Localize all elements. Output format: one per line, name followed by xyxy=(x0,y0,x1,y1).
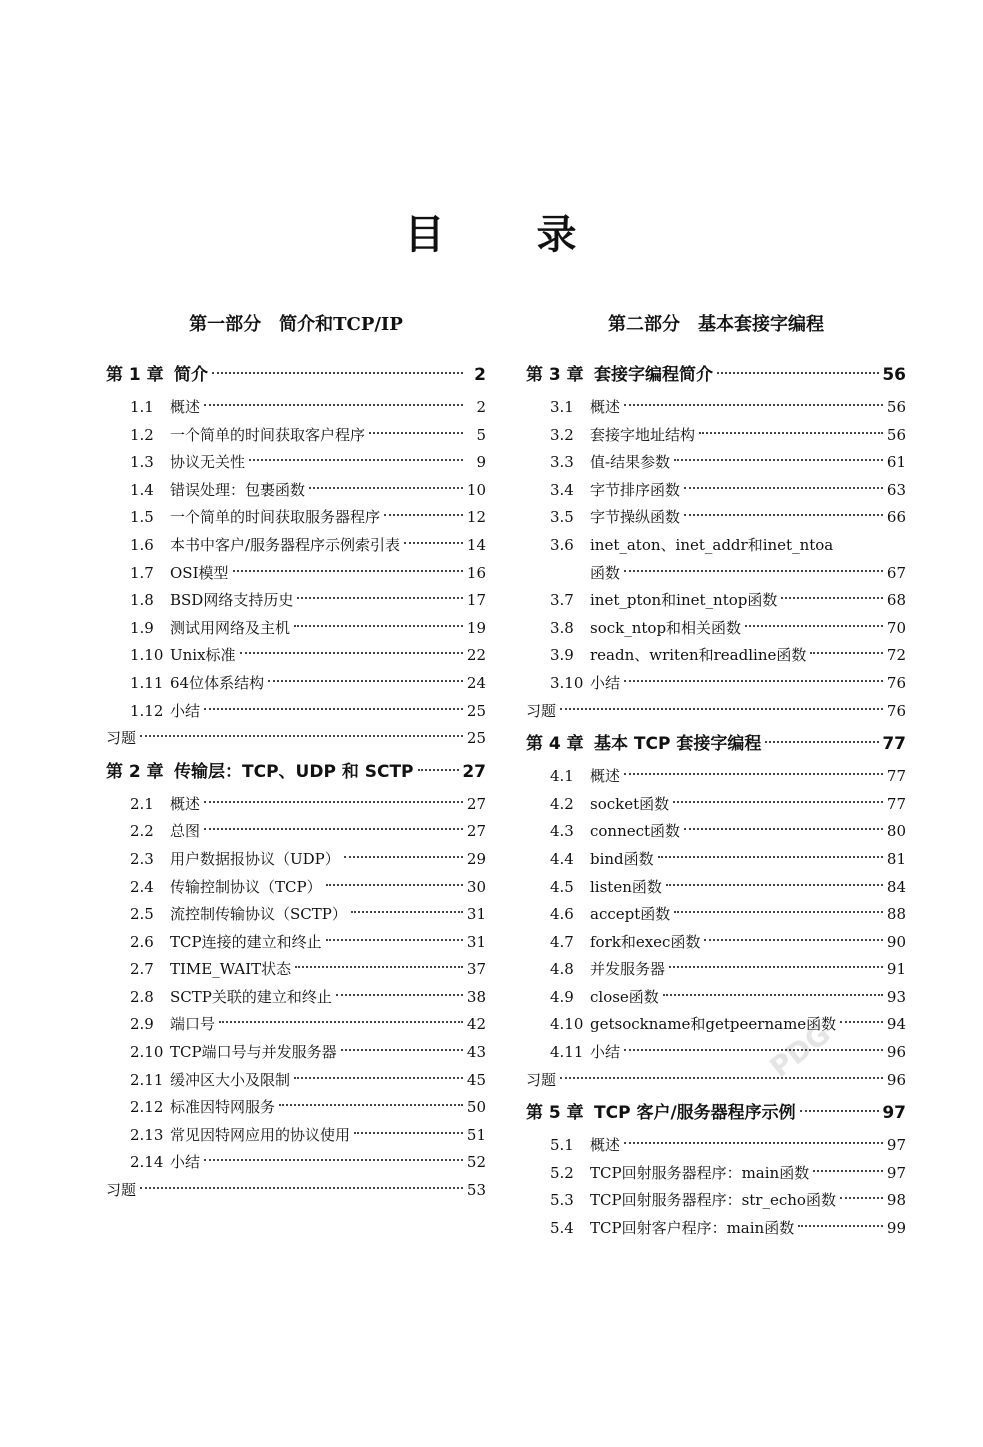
toc-section[interactable] xyxy=(106,1149,486,1177)
toc-section[interactable] xyxy=(526,560,906,588)
dot-leader xyxy=(297,597,463,599)
dot-leader xyxy=(418,769,460,771)
toc-entry-label: TCP端口号与并发服务器 xyxy=(170,1043,337,1062)
toc-entry-number: 1.10 xyxy=(130,646,164,665)
toc-entry-label: 习题 xyxy=(106,1181,137,1200)
dot-leader xyxy=(240,652,463,654)
dot-leader xyxy=(204,708,463,710)
toc-entry-page: 80 xyxy=(886,822,906,841)
toc-exercises[interactable] xyxy=(106,725,486,753)
toc-entry-page: 77 xyxy=(882,734,906,755)
toc-entry-number: 1.12 xyxy=(130,701,164,720)
toc-section[interactable] xyxy=(106,1067,486,1095)
toc-entry-page: 30 xyxy=(466,877,486,896)
toc-entry-label: 小结 xyxy=(590,1043,621,1062)
toc-section[interactable] xyxy=(526,642,906,670)
toc-section[interactable] xyxy=(106,587,486,615)
toc-entry-page: 2 xyxy=(474,365,486,385)
dot-leader xyxy=(341,1049,463,1051)
dot-leader xyxy=(336,994,463,996)
toc-entry-page: 68 xyxy=(886,591,906,610)
toc-entry-number: 3.6 xyxy=(550,535,574,554)
toc-entry-number: 4.4 xyxy=(550,849,574,868)
dot-leader xyxy=(624,773,883,775)
dot-leader xyxy=(204,828,463,830)
dot-leader xyxy=(354,1132,463,1134)
toc-section[interactable] xyxy=(106,698,486,726)
toc-entry-page: 27 xyxy=(466,794,486,813)
toc-entry-number: 3.9 xyxy=(550,646,574,665)
dot-leader xyxy=(624,404,883,406)
toc-entry-number: 2.3 xyxy=(130,849,154,868)
toc-entry-page: 84 xyxy=(886,877,906,896)
toc-entry-page: 9 xyxy=(476,453,486,472)
toc-entry-number: 1.4 xyxy=(130,480,154,499)
toc-entry-number: 2.5 xyxy=(130,905,154,924)
toc-entry-number: 1.11 xyxy=(130,673,164,692)
toc-entry-label: 端口号 xyxy=(170,1015,216,1034)
toc-section[interactable] xyxy=(526,587,906,615)
toc-entry-label: 流控制传输协议（SCTP） xyxy=(170,905,347,924)
dot-leader xyxy=(673,801,883,803)
toc-section[interactable] xyxy=(526,901,906,929)
toc-entry-number: 第 3 章 xyxy=(526,365,584,385)
toc-entry-number: 3.10 xyxy=(550,673,584,692)
toc-entry-page: 88 xyxy=(886,905,906,924)
toc-entry-number: 2.13 xyxy=(130,1125,164,1144)
toc-entry-page: 77 xyxy=(886,767,906,786)
toc-entry-page: 91 xyxy=(886,960,906,979)
toc-section[interactable] xyxy=(106,449,486,477)
toc-entry-page: 2 xyxy=(476,398,486,416)
toc-entry-label: 一个简单的时间获取服务器程序 xyxy=(170,508,381,527)
toc-section[interactable] xyxy=(526,615,906,643)
toc-entry-number: 2.1 xyxy=(130,794,154,813)
toc-entry-label: 一个简单的时间获取客户程序 xyxy=(170,425,366,444)
toc-entry-number: 3.7 xyxy=(550,591,574,610)
toc-section[interactable] xyxy=(106,846,486,874)
toc-section[interactable] xyxy=(106,818,486,846)
toc-entry-page: 96 xyxy=(886,1070,906,1089)
dot-leader xyxy=(684,514,883,516)
toc-entry-number: 2.7 xyxy=(130,960,154,979)
toc-entry-page: 31 xyxy=(466,932,486,951)
toc-entry-label: socket函数 xyxy=(590,794,670,813)
toc-section[interactable] xyxy=(106,615,486,643)
toc-entry-number: 2.8 xyxy=(130,987,154,1006)
toc-section[interactable] xyxy=(526,846,906,874)
dot-leader xyxy=(279,1104,463,1106)
toc-section[interactable] xyxy=(526,874,906,902)
toc-entry-page: 12 xyxy=(466,508,486,527)
toc-entry-label: bind函数 xyxy=(590,849,654,868)
toc-section[interactable] xyxy=(526,929,906,957)
toc-entry-label: 用户数据报协议（UDP） xyxy=(170,849,340,868)
toc-entry-page: 14 xyxy=(466,535,486,554)
toc-entry-label: 协议无关性 xyxy=(170,453,246,472)
dot-leader xyxy=(666,884,883,886)
toc-entry-number: 1.6 xyxy=(130,535,154,554)
toc-entry-page: 66 xyxy=(886,508,906,527)
toc-entry-number: 第 4 章 xyxy=(526,734,584,755)
toc-entry-number: 第 2 章 xyxy=(106,761,164,782)
toc-entry-label: OSI模型 xyxy=(170,563,229,582)
toc-section[interactable] xyxy=(106,560,486,588)
toc-entry-label: fork和exec函数 xyxy=(590,932,701,951)
toc-entry-number: 4.8 xyxy=(550,960,574,979)
toc-section[interactable] xyxy=(526,477,906,505)
dot-leader xyxy=(140,1187,463,1189)
toc-entry-number: 3.4 xyxy=(550,480,574,499)
toc-entry-label: 概述 xyxy=(170,398,201,416)
page-title-char-1: 目 xyxy=(404,212,447,258)
toc-entry-label: 小结 xyxy=(170,701,201,720)
toc-entry-number: 2.12 xyxy=(130,1098,164,1117)
toc-entry-page: 27 xyxy=(466,822,486,841)
toc-entry-number: 5.2 xyxy=(550,1163,574,1182)
toc-entry-label: 并发服务器 xyxy=(590,960,666,979)
toc-entry-label: 概述 xyxy=(590,767,621,786)
toc-entry-label: 简介 xyxy=(174,365,208,385)
part-title: 第二部分 基本套接字编程 xyxy=(608,314,824,335)
toc-entry-page: 97 xyxy=(886,1163,906,1182)
toc-entry-page: 45 xyxy=(466,1070,486,1089)
toc-entry-page: 37 xyxy=(466,960,486,979)
toc-entry-page: 51 xyxy=(466,1125,486,1144)
toc-section[interactable] xyxy=(106,984,486,1012)
toc-exercises[interactable] xyxy=(526,698,906,726)
toc-entry-page: 97 xyxy=(886,1136,906,1155)
dot-leader xyxy=(344,856,463,858)
toc-entry-page: 76 xyxy=(886,673,906,692)
toc-entry-page: 97 xyxy=(882,1103,906,1124)
toc-entry-page: 50 xyxy=(466,1098,486,1117)
toc-entry-page: 94 xyxy=(886,1015,906,1034)
toc-entry-page: 61 xyxy=(886,453,906,472)
toc-section[interactable] xyxy=(106,642,486,670)
toc-entry-label: 字节排序函数 xyxy=(590,480,681,499)
toc-entry-page: 19 xyxy=(466,618,486,637)
toc-entry-label: close函数 xyxy=(590,987,659,1006)
toc-entry-number: 4.1 xyxy=(550,767,574,786)
toc-section[interactable] xyxy=(526,818,906,846)
dot-leader xyxy=(624,570,883,572)
toc-entry-page: 52 xyxy=(466,1153,486,1172)
dot-leader xyxy=(745,625,883,627)
toc-entry-number: 4.11 xyxy=(550,1043,584,1062)
toc-entry-page: 63 xyxy=(886,480,906,499)
toc-section[interactable] xyxy=(106,422,486,450)
toc-entry-number: 第 5 章 xyxy=(526,1103,584,1124)
toc-entry-label: BSD网络支持历史 xyxy=(170,591,294,610)
toc-entry-label: 本书中客户/服务器程序示例索引表 xyxy=(170,535,401,554)
toc-entry-page: 76 xyxy=(886,701,906,720)
dot-leader xyxy=(204,1159,463,1161)
toc-entry-label: inet_pton和inet_ntop函数 xyxy=(590,591,778,610)
toc-entry-label: 习题 xyxy=(106,729,137,748)
toc-section[interactable] xyxy=(526,763,906,791)
dot-leader xyxy=(351,911,463,913)
toc-entry-label: 64位体系结构 xyxy=(170,673,265,692)
toc-section[interactable] xyxy=(106,477,486,505)
toc-section[interactable] xyxy=(526,422,906,450)
toc-entry-label: listen函数 xyxy=(590,877,662,896)
toc-section[interactable] xyxy=(106,1122,486,1150)
toc-entry-number: 3.2 xyxy=(550,425,574,444)
toc-section[interactable] xyxy=(106,670,486,698)
toc-section[interactable] xyxy=(526,670,906,698)
toc-entry-number: 2.2 xyxy=(130,822,154,841)
dot-leader xyxy=(295,966,463,968)
toc-entry-label: TIME_WAIT状态 xyxy=(170,960,292,979)
toc-entry-page: 5 xyxy=(476,425,486,444)
toc-section[interactable] xyxy=(106,929,486,957)
toc-entry-page: 29 xyxy=(466,849,486,868)
toc-entry-label: 小结 xyxy=(170,1153,201,1172)
toc-entry-number: 5.4 xyxy=(550,1219,574,1238)
dot-leader xyxy=(326,939,463,941)
toc-entry-page: 25 xyxy=(466,701,486,720)
toc-entry-number: 3.1 xyxy=(550,398,574,416)
dot-leader xyxy=(624,680,883,682)
dot-leader xyxy=(810,652,883,654)
toc-entry-page: 27 xyxy=(462,761,486,782)
dot-leader xyxy=(294,625,463,627)
toc-entry-number: 2.11 xyxy=(130,1070,164,1089)
toc-entry-label: 字节操纵函数 xyxy=(590,508,681,527)
toc-section[interactable] xyxy=(106,956,486,984)
toc-entry-label: sock_ntop和相关函数 xyxy=(590,618,742,637)
toc-entry-page: 77 xyxy=(886,794,906,813)
toc-section[interactable] xyxy=(106,1039,486,1067)
toc-chapter[interactable] xyxy=(106,753,486,791)
dot-leader xyxy=(294,1077,463,1079)
toc-entry-number: 1.1 xyxy=(130,398,154,416)
toc-entry-page: 25 xyxy=(466,729,486,748)
toc-chapter[interactable] xyxy=(526,725,906,763)
dot-leader xyxy=(699,432,883,434)
toc-entry-label: 总图 xyxy=(170,822,201,841)
dot-leader xyxy=(704,939,883,941)
toc-entry-label: TCP回射服务器程序：main函数 xyxy=(590,1163,810,1182)
dot-leader xyxy=(658,856,883,858)
toc-section[interactable] xyxy=(526,791,906,819)
toc-entry-label: inet_aton、inet_addr和inet_ntoa xyxy=(590,535,834,554)
toc-entry-number: 3.5 xyxy=(550,508,574,527)
toc-entry-page: 24 xyxy=(466,673,486,692)
toc-exercises[interactable] xyxy=(106,1177,486,1205)
dot-leader xyxy=(212,372,463,374)
toc-entry-page: 56 xyxy=(882,365,906,385)
toc-entry-number: 1.7 xyxy=(130,563,154,582)
toc-entry-number: 5.1 xyxy=(550,1136,574,1155)
toc-entry-label: 概述 xyxy=(590,1136,621,1155)
toc-entry-page: 42 xyxy=(466,1015,486,1034)
toc-entry-number: 4.9 xyxy=(550,987,574,1006)
toc-entry-label: 习题 xyxy=(526,1070,557,1089)
toc-entry-page: 90 xyxy=(886,932,906,951)
toc-entry-page: 17 xyxy=(466,591,486,610)
toc-entry-page: 81 xyxy=(886,849,906,868)
toc-entry-label: getsockname和getpeername函数 xyxy=(590,1015,837,1034)
toc-section[interactable] xyxy=(526,449,906,477)
toc-section[interactable] xyxy=(526,956,906,984)
dot-leader xyxy=(560,708,883,710)
dot-leader xyxy=(674,459,883,461)
toc-entry-page: 31 xyxy=(466,905,486,924)
dot-leader xyxy=(404,542,463,544)
toc-entry-number: 3.8 xyxy=(550,618,574,637)
dot-leader xyxy=(717,372,879,374)
toc-section[interactable] xyxy=(106,901,486,929)
toc-entry-label: 基本 TCP 套接字编程 xyxy=(594,734,762,755)
toc-entry-label: 概述 xyxy=(170,794,201,813)
toc-entry-page: 70 xyxy=(886,618,906,637)
dot-leader xyxy=(765,741,879,743)
toc-entry-label: connect函数 xyxy=(590,822,681,841)
toc-section[interactable] xyxy=(106,1094,486,1122)
toc-entry-number: 2.9 xyxy=(130,1015,154,1034)
dot-leader xyxy=(669,966,883,968)
page-title-char-2: 录 xyxy=(536,212,579,258)
toc-entry-page: 99 xyxy=(886,1219,906,1238)
dot-leader xyxy=(219,1021,463,1023)
toc-entry-label: accept函数 xyxy=(590,905,671,924)
toc-entry-label: 错误处理：包裹函数 xyxy=(170,480,306,499)
dot-leader xyxy=(309,487,463,489)
toc-column-left xyxy=(106,308,486,1205)
dot-leader xyxy=(684,487,883,489)
toc-entry-number: 4.5 xyxy=(550,877,574,896)
toc-entry-number: 第 1 章 xyxy=(106,365,164,385)
dot-leader xyxy=(268,680,463,682)
toc-entry-page: 72 xyxy=(886,646,906,665)
toc-entry-page: 53 xyxy=(466,1181,486,1200)
toc-entry-label: 传输控制协议（TCP） xyxy=(170,877,322,896)
toc-entry-label: 小结 xyxy=(590,673,621,692)
toc-entry-label: 概述 xyxy=(590,398,621,416)
toc-section[interactable] xyxy=(106,532,486,560)
toc-entry-number: 2.6 xyxy=(130,932,154,951)
toc-entry-page: 98 xyxy=(886,1191,906,1210)
toc-entry-number: 5.3 xyxy=(550,1191,574,1210)
toc-entry-label: 套接字地址结构 xyxy=(590,425,696,444)
toc-section[interactable] xyxy=(526,394,906,422)
toc-entry-page: 67 xyxy=(886,563,906,582)
toc-entry-page: 93 xyxy=(886,987,906,1006)
toc-section[interactable] xyxy=(526,504,906,532)
dot-leader xyxy=(204,404,463,406)
dot-leader xyxy=(140,735,463,737)
toc-entry-label: SCTP关联的建立和终止 xyxy=(170,987,332,1006)
toc-entry-page: 96 xyxy=(886,1043,906,1062)
toc-entry-page: 38 xyxy=(466,987,486,1006)
toc-entry-number: 2.4 xyxy=(130,877,154,896)
toc-entry-page: 56 xyxy=(886,398,906,416)
toc-section[interactable] xyxy=(106,791,486,819)
toc-entry-number: 3.3 xyxy=(550,453,574,472)
toc-entry-label: TCP回射客户程序：main函数 xyxy=(590,1219,795,1238)
toc-entry-number: 1.3 xyxy=(130,453,154,472)
dot-leader xyxy=(384,514,463,516)
toc-entry-page: 22 xyxy=(466,646,486,665)
toc-entry-label: TCP回射服务器程序：str_echo函数 xyxy=(590,1191,836,1210)
toc-entry-label: 套接字编程简介 xyxy=(594,365,713,385)
toc-entry-label: 值-结果参数 xyxy=(590,453,671,472)
dot-leader xyxy=(233,570,464,572)
toc-section[interactable] xyxy=(526,532,906,560)
dot-leader xyxy=(674,911,883,913)
toc-entry-number: 4.3 xyxy=(550,822,574,841)
toc-entry-number: 2.14 xyxy=(130,1153,164,1172)
dot-leader xyxy=(684,828,883,830)
toc-chapter[interactable] xyxy=(106,356,486,394)
toc-entry-label: 常见因特网应用的协议使用 xyxy=(170,1125,351,1144)
toc-entry-label: 传输层：TCP、UDP 和 SCTP xyxy=(174,761,414,782)
part-title: 第一部分 简介和TCP/IP xyxy=(189,314,403,335)
dot-leader xyxy=(204,801,463,803)
toc-section[interactable] xyxy=(106,394,486,422)
toc-entry-label: 缓冲区大小及限制 xyxy=(170,1070,291,1089)
toc-section[interactable] xyxy=(106,504,486,532)
page-title xyxy=(0,203,983,260)
toc-entry-label: readn、writen和readline函数 xyxy=(590,646,807,665)
toc-entry-label: 函数 xyxy=(590,563,621,582)
toc-entry-label: TCP连接的建立和终止 xyxy=(170,932,322,951)
toc-section[interactable] xyxy=(106,1011,486,1039)
toc-entry-number: 1.2 xyxy=(130,425,154,444)
toc-section[interactable] xyxy=(106,874,486,902)
watermark-text: PDG xyxy=(763,1017,837,1085)
toc-chapter[interactable] xyxy=(526,356,906,394)
toc-entry-label: TCP 客户/服务器程序示例 xyxy=(594,1103,796,1124)
toc-entry-number: 4.2 xyxy=(550,794,574,813)
toc-entries-left xyxy=(106,356,486,1205)
dot-leader xyxy=(326,884,463,886)
toc-entry-page: 16 xyxy=(466,563,486,582)
toc-entry-number: 4.10 xyxy=(550,1015,584,1034)
toc-entry-label: 标准因特网服务 xyxy=(170,1098,276,1117)
toc-entry-label: 习题 xyxy=(526,701,557,720)
toc-entry-page: 10 xyxy=(466,480,486,499)
toc-entry-page: 43 xyxy=(466,1043,486,1062)
dot-leader xyxy=(249,459,463,461)
toc-entry-number: 4.7 xyxy=(550,932,574,951)
toc-entry-number: 1.5 xyxy=(130,508,154,527)
toc-entry-number: 2.10 xyxy=(130,1043,164,1062)
toc-entry-number: 1.8 xyxy=(130,591,154,610)
toc-entry-page: 56 xyxy=(886,425,906,444)
toc-entry-number: 1.9 xyxy=(130,618,154,637)
toc-entry-label: 测试用网络及主机 xyxy=(170,618,291,637)
toc-entry-label: Unix标准 xyxy=(170,646,236,665)
dot-leader xyxy=(781,597,883,599)
dot-leader xyxy=(369,432,463,434)
toc-entry-number: 4.6 xyxy=(550,905,574,924)
